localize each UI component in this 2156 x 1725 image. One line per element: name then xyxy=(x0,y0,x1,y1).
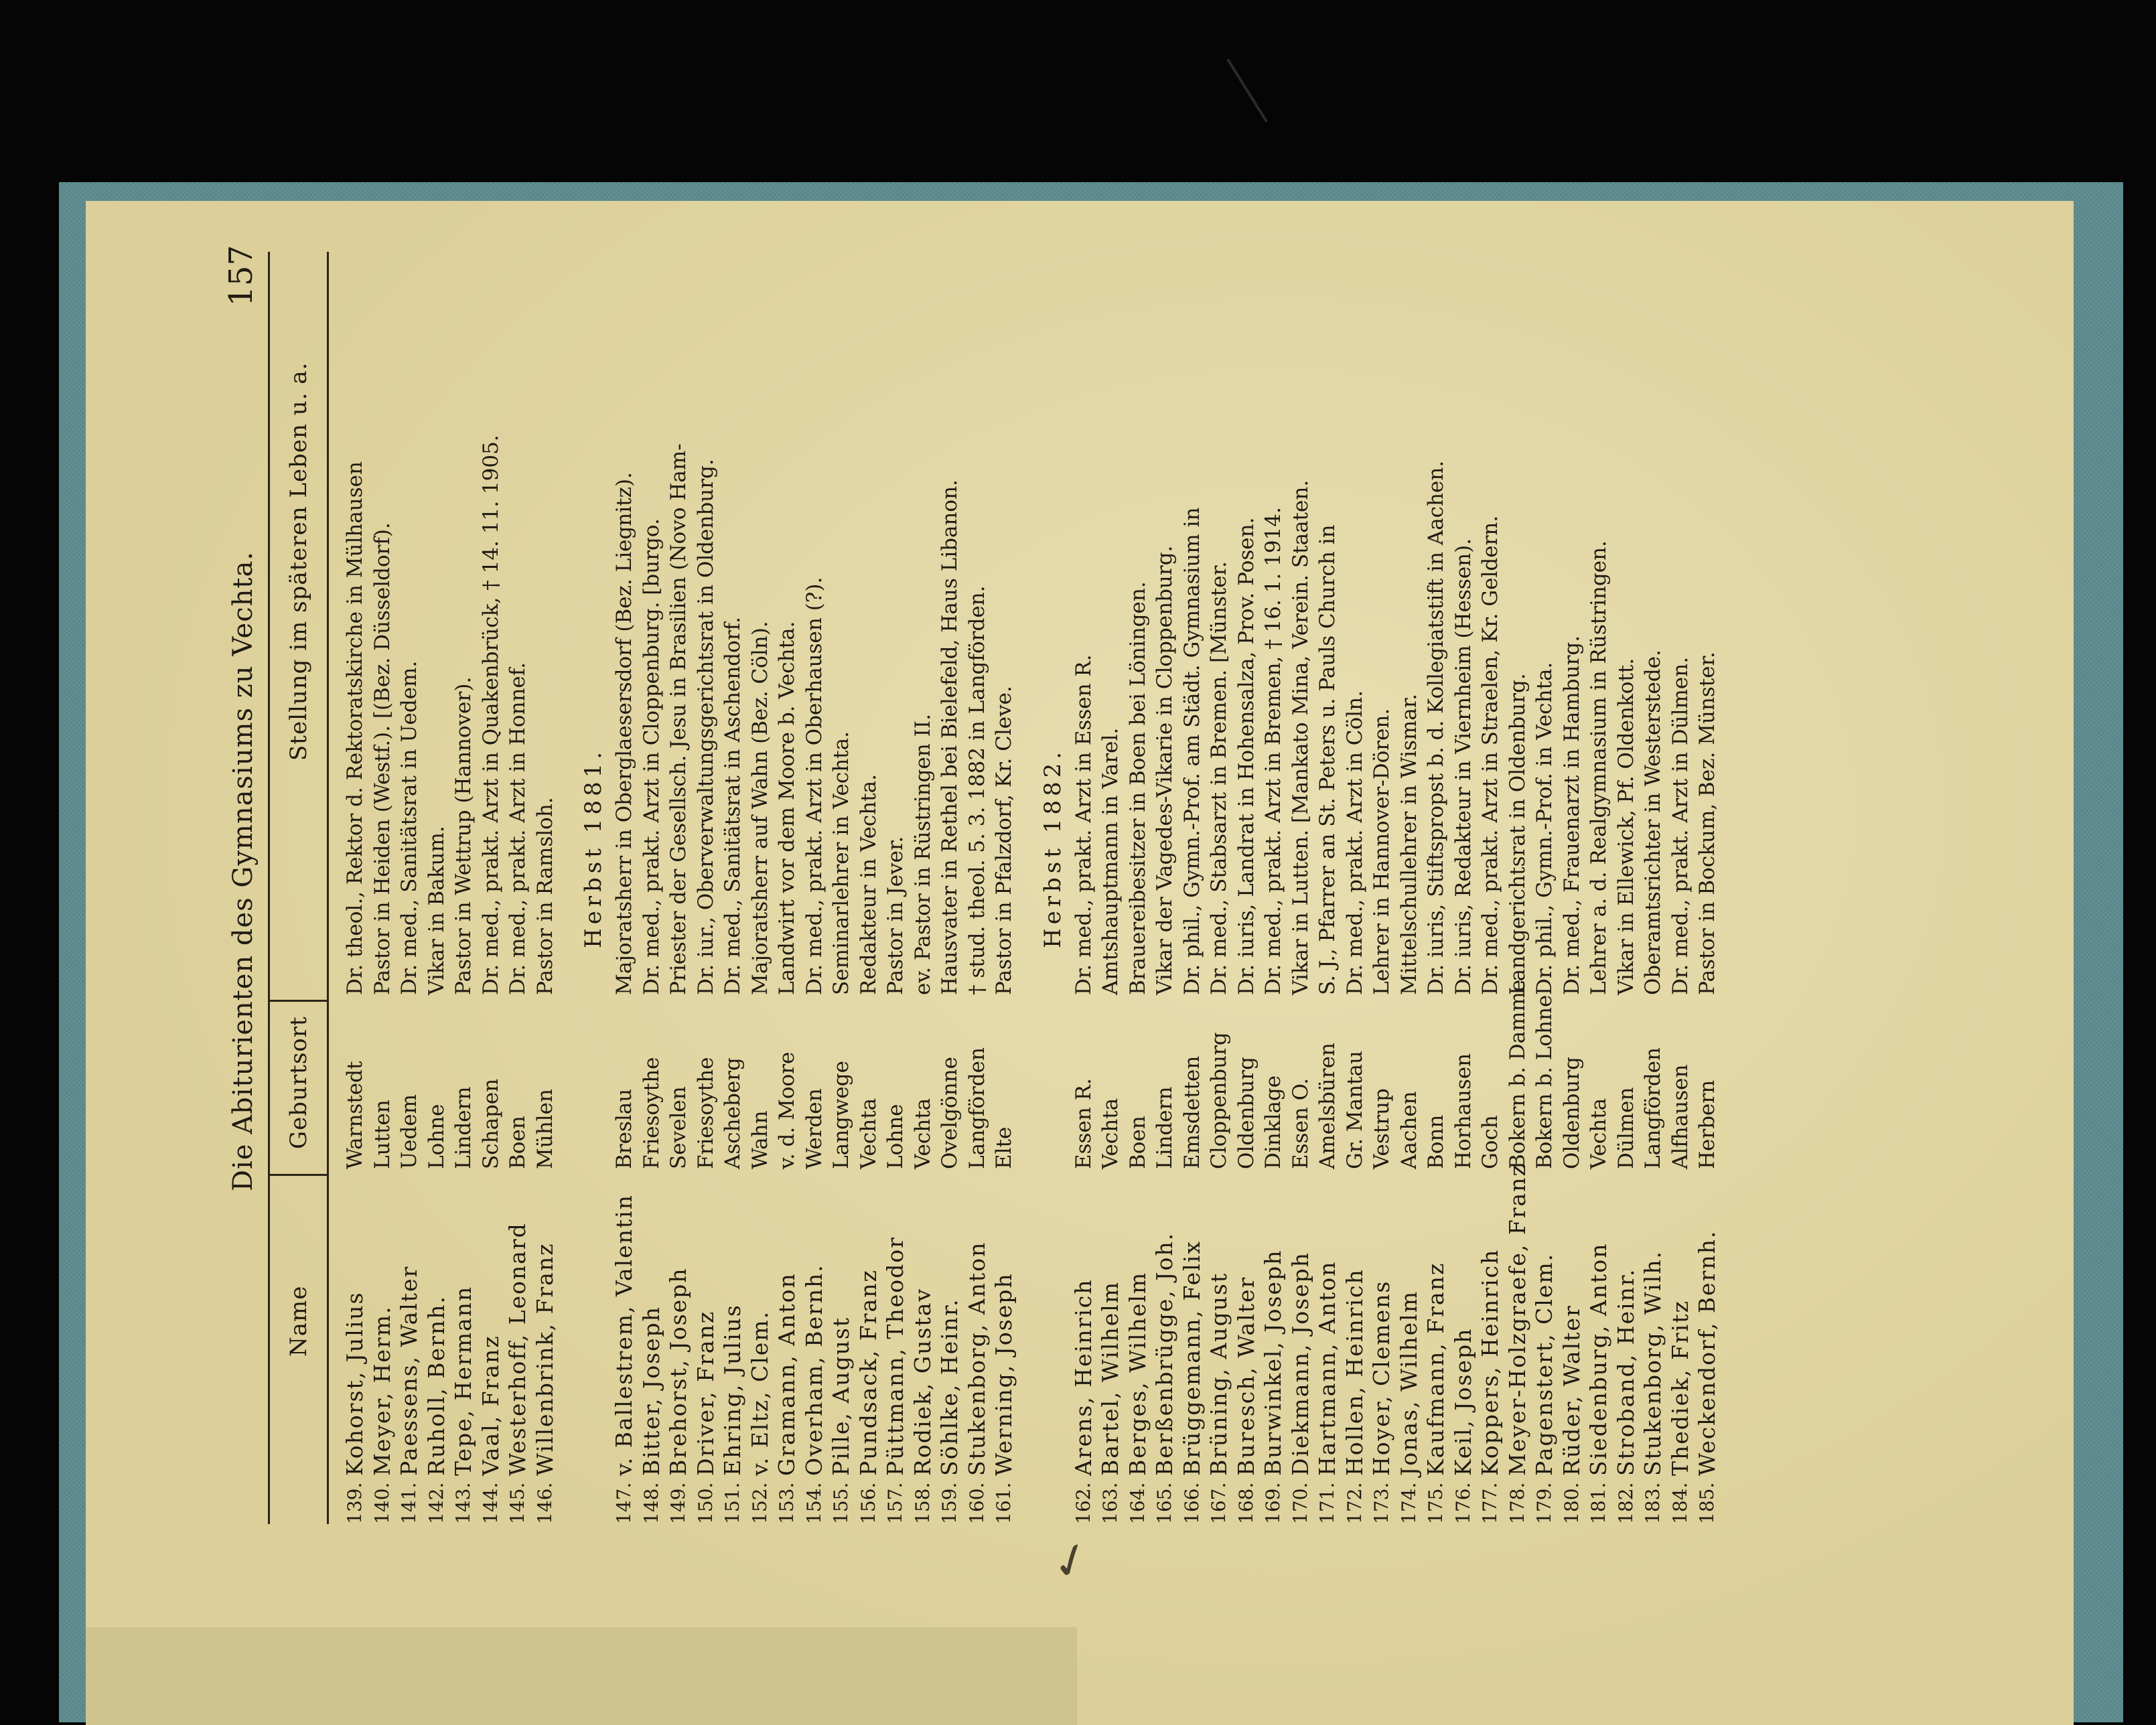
birthplace-cell: Lutten xyxy=(370,1100,394,1169)
student-name: Koppers, Heinrich xyxy=(1477,1248,1503,1476)
position-cell: Dr. med., prakt. Arzt in Cloppenburg. [burgo. xyxy=(639,518,664,995)
position-cell: Hausvater in Rethel bei Bielefeld, Haus Libanon. xyxy=(938,479,962,995)
row-number: 142. xyxy=(425,1482,447,1524)
row-number: 147. xyxy=(613,1482,635,1524)
student-name: v. Eltz, Clem. xyxy=(746,1310,773,1476)
birthplace-cell: Friesoythe xyxy=(693,1057,718,1169)
row-number: 184. xyxy=(1668,1482,1691,1524)
row-number: 181. xyxy=(1587,1482,1609,1524)
position-cell: Seminarlehrer in Vechta. xyxy=(829,731,853,995)
row-number: 162. xyxy=(1072,1482,1094,1524)
position-cell: Redakteur in Vechta. xyxy=(856,774,881,995)
row-number: 168. xyxy=(1234,1482,1257,1524)
position-cell: Pastor in Pfalzdorf, Kr. Cleve. xyxy=(992,686,1016,995)
row-number: 177. xyxy=(1479,1482,1501,1524)
birthplace-cell: Vechta xyxy=(1098,1098,1123,1169)
page-number: 157 xyxy=(222,245,260,307)
position-cell: Vikar in Lutten. [Mankato Mina, Verein. Staaten. xyxy=(1288,479,1313,995)
student-name: Werning, Joseph xyxy=(991,1272,1017,1476)
birthplace-cell: Horhausen xyxy=(1451,1053,1476,1169)
row-number: 155. xyxy=(830,1482,852,1524)
row-number: 146. xyxy=(533,1482,556,1524)
position-cell: Brauereibesitzer in Boen bei Löningen. xyxy=(1125,581,1150,995)
student-name: Meyer-Holzgraefe, Franz xyxy=(1504,1163,1530,1476)
student-name: Vaal, Franz xyxy=(477,1335,504,1476)
student-name: Rodiek, Gustav xyxy=(909,1287,936,1476)
position-cell: Vikar in Ellewick, Pf. Oldenkott. xyxy=(1613,658,1638,995)
position-cell: Majoratsherr in Oberglaesersdorf (Bez. Liegnitz). xyxy=(612,472,636,995)
birthplace-cell: Emsdetten xyxy=(1179,1055,1204,1169)
student-name: Weckendorf, Bernh. xyxy=(1694,1229,1720,1476)
birthplace-cell: Vechta xyxy=(1587,1098,1611,1169)
student-name: Stukenborg, Wilh. xyxy=(1640,1250,1666,1476)
running-header xyxy=(222,245,268,1497)
table-top-rule xyxy=(268,252,270,1524)
running-title: Die Abiturienten des Gymnasiums zu Vechta. xyxy=(228,550,259,1192)
row-number: 149. xyxy=(667,1482,689,1524)
position-cell: Pastor in Jever. xyxy=(883,836,908,995)
student-name: Diekmann, Joseph xyxy=(1287,1252,1313,1476)
header-name: Name xyxy=(285,1285,312,1357)
birthplace-cell: Langwege xyxy=(829,1061,853,1169)
row-number: 158. xyxy=(911,1482,934,1524)
student-name: Berßenbrügge, Joh. xyxy=(1151,1231,1177,1476)
birthplace-cell: Ovelgönne xyxy=(938,1057,962,1169)
student-name: Hartmann, Anton xyxy=(1314,1260,1340,1476)
birthplace-cell: Wahn xyxy=(747,1110,772,1169)
row-number: 167. xyxy=(1208,1482,1230,1524)
student-name: Stroband, Heinr. xyxy=(1612,1268,1639,1476)
birthplace-cell: Essen O. xyxy=(1288,1077,1313,1169)
birthplace-cell: Herbern xyxy=(1695,1079,1719,1169)
birthplace-cell: Lohne xyxy=(883,1104,908,1169)
row-number: 166. xyxy=(1180,1482,1203,1524)
row-number: 175. xyxy=(1425,1482,1447,1524)
position-cell: Dr. med., Sanitätsrat in Aschendorf. xyxy=(721,617,745,995)
header-position: Stellung im späteren Leben u. a. xyxy=(285,362,312,761)
student-name: Söhlke, Heinr. xyxy=(936,1298,962,1476)
student-name: Thediek, Fritz xyxy=(1666,1300,1693,1476)
row-number: 165. xyxy=(1153,1482,1175,1524)
student-name: Siedenburg, Anton xyxy=(1585,1242,1611,1476)
student-name: Willenbrink, Franz xyxy=(531,1242,558,1476)
birthplace-cell: Warnstedt xyxy=(343,1061,367,1169)
position-cell: Vikar in Bakum. xyxy=(424,826,449,995)
birthplace-cell: Elte xyxy=(992,1126,1016,1169)
row-number: 183. xyxy=(1642,1482,1664,1524)
row-number: 164. xyxy=(1126,1482,1149,1524)
position-cell: Dr. iur., Oberverwaltungsgerichtsrat in Oldenburg. xyxy=(693,459,718,995)
birthplace-cell: Bokern b. Lohne xyxy=(1532,994,1557,1169)
position-cell: Landwirt vor dem Moore b. Vechta. xyxy=(775,621,799,995)
row-number: 148. xyxy=(640,1482,662,1524)
birthplace-cell: Mühlen xyxy=(532,1089,557,1169)
position-cell: Landgerichtsrat in Oldenburg. xyxy=(1505,673,1530,995)
birthplace-cell: Boen xyxy=(1125,1116,1150,1169)
student-name: v. Ballestrem, Valentin xyxy=(611,1194,637,1476)
student-name: Driver, Franz xyxy=(692,1310,719,1476)
birthplace-cell: Gr. Mantau xyxy=(1342,1051,1367,1169)
birthplace-cell: Lindern xyxy=(1153,1086,1177,1169)
birthplace-cell: Dinklage xyxy=(1261,1075,1285,1169)
row-number: 153. xyxy=(776,1482,798,1524)
student-name: Gramann, Anton xyxy=(774,1272,800,1476)
birthplace-cell: Werden xyxy=(802,1088,827,1169)
birthplace-cell: Langförden xyxy=(1641,1047,1665,1169)
student-name: Ehring, Julius xyxy=(719,1304,745,1476)
student-name: Rüder, Walter xyxy=(1558,1304,1585,1476)
header-birthplace: Geburtsort xyxy=(285,1016,312,1149)
row-number: 156. xyxy=(857,1482,879,1524)
student-name: Paessens, Walter xyxy=(396,1265,422,1476)
position-cell: S. J., Pfarrer an St. Peters u. Pauls Church in xyxy=(1315,524,1340,995)
row-number: 144. xyxy=(479,1482,502,1524)
position-cell: † stud. theol. 5. 3. 1882 in Langförden. xyxy=(964,585,989,995)
student-name: Westerhoff, Leonard xyxy=(504,1222,530,1476)
row-number: 171. xyxy=(1316,1482,1338,1524)
student-name: Brüggemann, Felix xyxy=(1178,1240,1205,1476)
birthplace-cell: Lohne xyxy=(424,1104,449,1169)
student-name: Kohorst, Julius xyxy=(342,1291,368,1476)
student-name: Burwinkel, Joseph xyxy=(1260,1249,1286,1476)
row-number: 140. xyxy=(370,1482,393,1524)
position-cell: Dr. med., prakt. Arzt in Dülmen. xyxy=(1668,656,1693,995)
student-name: Berges, Wilhelm xyxy=(1124,1271,1151,1476)
student-name: Pagenstert, Clem. xyxy=(1531,1252,1557,1476)
birthplace-cell: Schapen xyxy=(478,1078,503,1169)
position-cell: Dr. med., prakt. Arzt in Oberhausen (?). xyxy=(802,577,827,995)
position-cell: Amtshauptmann in Varel. xyxy=(1098,727,1123,995)
row-number: 163. xyxy=(1099,1482,1121,1524)
position-cell: Dr. phil., Gymn.-Prof. am Städt. Gymnasium in xyxy=(1179,507,1204,995)
row-number: 154. xyxy=(802,1482,825,1524)
position-cell: Dr. med., Frauenarzt in Hamburg. xyxy=(1559,635,1584,995)
student-name: Pille, August xyxy=(828,1316,854,1476)
student-name: Brüning, August xyxy=(1206,1272,1232,1476)
row-number: 150. xyxy=(694,1482,717,1524)
row-number: 180. xyxy=(1560,1482,1583,1524)
student-name: Pundsack, Franz xyxy=(855,1269,881,1476)
position-cell: Lehrer a. d. Realgymnasium in Rüstringen. xyxy=(1587,540,1611,995)
position-cell: ev. Pastor in Rüstringen II. xyxy=(910,714,935,995)
position-cell: Dr. phil., Gymn.-Prof. in Vechta. xyxy=(1532,662,1557,995)
student-name: Kaufmann, Franz xyxy=(1423,1262,1449,1476)
birthplace-cell: Aachen xyxy=(1396,1091,1421,1169)
student-name: Hoyer, Clemens xyxy=(1368,1280,1394,1476)
row-number: 174. xyxy=(1397,1482,1420,1524)
student-name: Jonas, Wilhelm xyxy=(1395,1290,1422,1476)
birthplace-cell: Vechta xyxy=(856,1098,881,1169)
position-cell: Dr. med., prakt. Arzt in Essen R. xyxy=(1071,654,1096,995)
birthplace-cell: Friesoythe xyxy=(639,1057,664,1169)
position-cell: Vikar der Vagedes-Vikarie in Cloppenburg. xyxy=(1153,545,1177,995)
row-number: 178. xyxy=(1506,1482,1528,1524)
position-cell: Pastor in Heiden (Westf.). [(Bez. Düsseldorf). xyxy=(370,522,394,995)
position-cell: Dr. med., prakt. Arzt in Quakenbrück, † 14. 11. 1905. xyxy=(478,435,503,995)
row-number: 145. xyxy=(506,1482,528,1524)
position-cell: Priester der Gesellsch. Jesu in Brasilien (Novo Ham- xyxy=(666,443,691,995)
position-cell: Dr. med., Sanitätsrat in Uedem. xyxy=(397,660,421,995)
position-cell: Dr. med., prakt. Arzt in Cöln. xyxy=(1342,690,1367,995)
student-name: Overham, Bernh. xyxy=(800,1264,827,1476)
student-name: Bitter, Joseph xyxy=(638,1306,664,1476)
row-number: 169. xyxy=(1262,1482,1284,1524)
row-number: 185. xyxy=(1696,1482,1718,1524)
birthplace-cell: Vechta xyxy=(910,1098,935,1169)
birthplace-cell: Oldenburg xyxy=(1234,1057,1259,1169)
column-divider-1 xyxy=(268,1174,327,1176)
row-number: 182. xyxy=(1614,1482,1637,1524)
row-number: 151. xyxy=(721,1482,743,1524)
margin-mark: ✓ xyxy=(1043,1528,1099,1594)
position-cell: Dr. med., Stabsarzt in Bremen. [Münster. xyxy=(1207,561,1231,995)
student-name: Ruholl, Bernh. xyxy=(423,1295,449,1476)
birthplace-cell: Goch xyxy=(1478,1115,1502,1169)
row-number: 179. xyxy=(1533,1482,1555,1524)
birthplace-cell: Dülmen xyxy=(1613,1087,1638,1169)
row-number: 143. xyxy=(452,1482,474,1524)
birthplace-cell: Lindern xyxy=(451,1086,476,1169)
position-cell: Dr. med., prakt. Arzt in Honnef. xyxy=(506,662,530,995)
position-cell: Pastor in Wettrup (Hannover). xyxy=(451,676,476,995)
position-cell: Pastor in Bockum, Bez. Münster. xyxy=(1695,652,1719,995)
position-cell: Dr. iuris, Stiftspropst b. d. Kollegiatstift in Aachen. xyxy=(1424,460,1448,995)
row-number: 160. xyxy=(965,1482,988,1524)
position-cell: Dr. theol., Rektor d. Rektoratskirche in Mülhausen xyxy=(343,461,367,995)
birthplace-cell: Ascheberg xyxy=(721,1057,745,1169)
birthplace-cell: Breslau xyxy=(612,1088,636,1169)
row-number: 173. xyxy=(1370,1482,1392,1524)
row-number: 157. xyxy=(884,1482,906,1524)
position-cell: Mittelschullehrer in Wismar. xyxy=(1396,693,1421,995)
position-cell: Dr. med., prakt. Arzt in Bremen, † 16. 1. 1914. xyxy=(1261,507,1285,995)
row-number: 152. xyxy=(748,1482,771,1524)
row-number: 139. xyxy=(344,1482,366,1524)
birthplace-cell: Bokern b. Damme xyxy=(1505,979,1530,1169)
section-heading: Herbst 1882. xyxy=(1039,747,1066,948)
birthplace-cell: v. d. Moore xyxy=(775,1051,799,1169)
birthplace-cell: Essen R. xyxy=(1071,1078,1096,1169)
section-heading: Herbst 1881. xyxy=(580,747,607,948)
position-cell: Majoratsherr auf Wahn (Bez. Cöln). xyxy=(747,621,772,995)
student-name: Meyer, Herm. xyxy=(368,1305,395,1476)
row-number: 161. xyxy=(993,1482,1015,1524)
student-name: Hollen, Heinrich xyxy=(1341,1268,1368,1476)
birthplace-cell: Uedem xyxy=(397,1094,421,1169)
student-name: Püttmann, Theodor xyxy=(882,1236,908,1476)
birthplace-cell: Bonn xyxy=(1424,1114,1448,1169)
student-name: Keil, Joseph xyxy=(1449,1327,1476,1476)
position-cell: Dr. iuris, Landrat in Hohensalza, Prov. Posen. xyxy=(1234,517,1259,995)
row-number: 170. xyxy=(1289,1482,1311,1524)
row-number: 159. xyxy=(938,1482,960,1524)
position-cell: Lehrer in Hannover-Dören. xyxy=(1370,708,1394,995)
birthplace-cell: Sevelen xyxy=(666,1086,691,1169)
birthplace-cell: Vestrup xyxy=(1370,1088,1394,1169)
student-name: Buresch, Walter xyxy=(1232,1276,1259,1476)
student-name: Brehorst, Joseph xyxy=(665,1267,691,1476)
birthplace-cell: Cloppenburg xyxy=(1207,1032,1231,1169)
birthplace-cell: Oldenburg xyxy=(1559,1057,1584,1169)
student-name: Arens, Heinrich xyxy=(1070,1278,1096,1476)
position-cell: Dr. med., prakt. Arzt in Straelen, Kr. Geldern. xyxy=(1478,515,1502,995)
column-divider-2 xyxy=(268,1000,327,1002)
birthplace-cell: Alfhausen xyxy=(1668,1064,1693,1169)
table-header-rule xyxy=(327,252,329,1524)
position-cell: Oberamtsrichter in Westerstede. xyxy=(1641,650,1665,995)
student-name: Bartel, Wilhelm xyxy=(1097,1280,1123,1476)
student-name: Stukenborg, Anton xyxy=(963,1241,990,1476)
birthplace-cell: Amelsbüren xyxy=(1315,1043,1340,1169)
position-cell: Pastor in Ramsloh. xyxy=(532,797,557,995)
row-number: 172. xyxy=(1343,1482,1366,1524)
birthplace-cell: Langförden xyxy=(964,1047,989,1169)
birthplace-cell: Boen xyxy=(506,1116,530,1169)
row-number: 176. xyxy=(1451,1482,1474,1524)
student-name: Tepe, Hermann xyxy=(450,1285,476,1476)
row-number: 141. xyxy=(398,1482,420,1524)
position-cell: Dr. iuris, Redakteur in Viernheim (Hessen). xyxy=(1451,538,1476,995)
